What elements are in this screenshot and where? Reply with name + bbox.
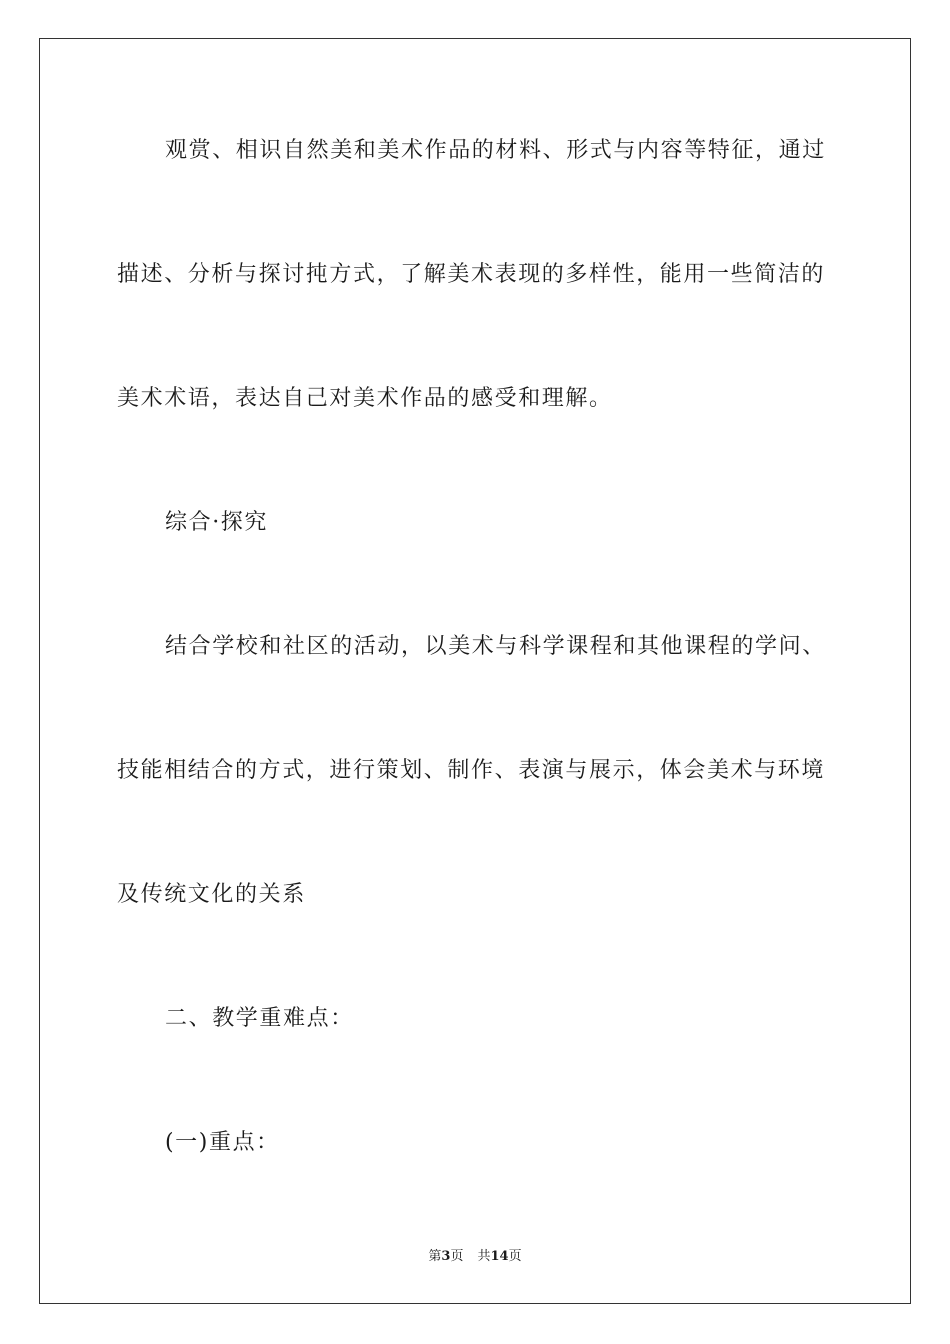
paragraph-line-5: 技能相结合的方式，进行策划、制作、表演与展示，体会美术与环境: [117, 758, 826, 783]
paragraph-line-4: 结合学校和社区的活动，以美术与科学课程和其他课程的学问、: [165, 634, 826, 659]
page-footer: [0, 1248, 950, 1266]
section-heading-integrated-exploration: 综合·探究: [165, 510, 268, 535]
section-heading-teaching-focus: 二、教学重难点：: [165, 1006, 354, 1031]
footer-page-number: 3: [441, 1249, 451, 1264]
page-border: [39, 38, 911, 1304]
footer-total-suffix: 页: [508, 1249, 522, 1264]
footer-total-pages: 14: [490, 1249, 509, 1264]
paragraph-line-6: 及传统文化的关系: [117, 882, 306, 907]
paragraph-line-2: 描述、分析与探讨扽方式，了解美术表现的多样性，能用一些简洁的: [117, 262, 826, 287]
paragraph-line-3: 美术术语，表达自己对美术作品的感受和理解。: [117, 386, 613, 411]
footer-total-prefix: 共: [477, 1249, 491, 1264]
subsection-heading-key-points: (一)重点：: [165, 1130, 280, 1155]
footer-page-suffix: 页: [450, 1249, 464, 1264]
footer-page-prefix: 第: [428, 1249, 442, 1264]
paragraph-line-1: 观赏、相识自然美和美术作品的材料、形式与内容等特征，通过: [165, 138, 826, 163]
